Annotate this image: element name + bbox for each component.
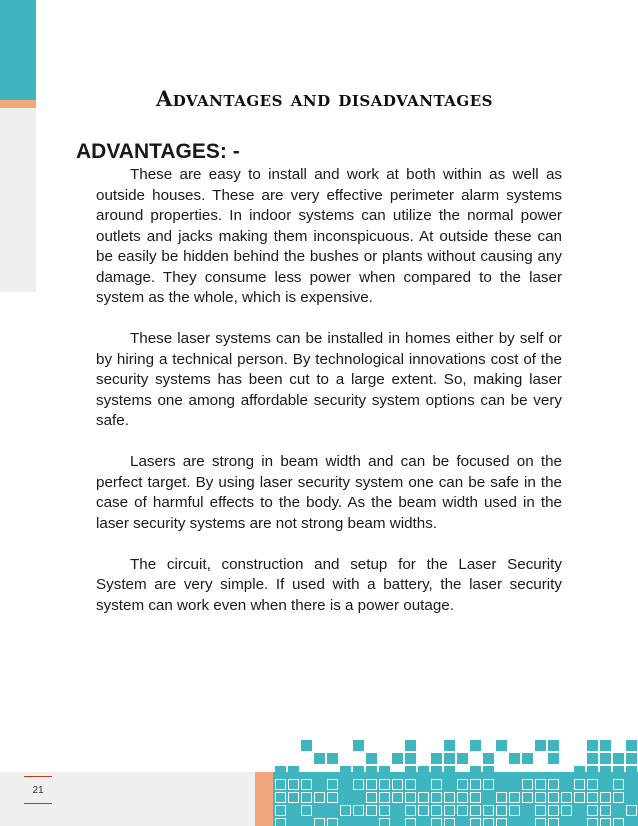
pattern-tile-outline xyxy=(523,793,533,803)
pattern-tile xyxy=(392,753,403,764)
page-number-box xyxy=(24,776,52,804)
pattern-tile xyxy=(431,753,442,764)
pattern-tile-outline xyxy=(536,819,546,826)
body-text xyxy=(96,165,562,637)
pattern-tile-outline xyxy=(471,793,481,803)
pattern-tile-outline xyxy=(419,793,429,803)
pattern-tile-outline xyxy=(432,780,442,790)
pattern-tile xyxy=(353,766,364,777)
pattern-tile-outline xyxy=(497,819,507,826)
pattern-tile-outline xyxy=(328,793,338,803)
pattern-tile xyxy=(431,766,442,777)
paragraph: These are easy to install and work at both within as well as outside houses. These are very effective perimeter alarm systems around properties. In indoor systems can utilize the normal power outlets and jacks making them inconspicuous. At outside these can be easily be hidden behind the bushes or plants without causing any damage. They consume less power when compared to the laser system as the whole, which is expensive. xyxy=(96,166,562,306)
pattern-tile-outline xyxy=(289,793,299,803)
pattern-tile-outline xyxy=(432,793,442,803)
pattern-tile xyxy=(626,753,637,764)
pattern-tile-outline xyxy=(484,819,494,826)
pattern-tile-outline xyxy=(458,793,468,803)
pattern-tile-outline xyxy=(445,806,455,816)
pattern-tile xyxy=(600,766,611,777)
page-number: 21 xyxy=(32,784,44,796)
pattern-tile-outline xyxy=(588,780,598,790)
pattern-tile-outline xyxy=(523,780,533,790)
pattern-tile-outline xyxy=(458,806,468,816)
pattern-tile xyxy=(587,766,598,777)
pattern-tile xyxy=(470,766,481,777)
pattern-tile-outline xyxy=(445,793,455,803)
pattern-tile xyxy=(314,753,325,764)
pattern-tile-outline xyxy=(380,819,390,826)
pattern-tile-outline xyxy=(315,819,325,826)
pattern-tile xyxy=(301,740,312,751)
pattern-tile xyxy=(405,753,416,764)
pattern-tile-outline xyxy=(510,793,520,803)
pattern-tile xyxy=(418,766,429,777)
pattern-tile xyxy=(496,740,507,751)
pattern-tile-outline xyxy=(276,793,286,803)
pattern-tile xyxy=(444,753,455,764)
footer-orange-bar xyxy=(255,772,273,826)
pattern-tile-outline xyxy=(302,806,312,816)
pattern-tile-outline xyxy=(549,806,559,816)
pattern-tile-outline xyxy=(328,819,338,826)
pattern-tile xyxy=(626,766,637,777)
pattern-tile xyxy=(444,766,455,777)
pattern-tile-outline xyxy=(471,780,481,790)
pattern-tile-outline xyxy=(497,806,507,816)
pattern-tile-outline xyxy=(367,780,377,790)
pattern-tile-outline xyxy=(354,780,364,790)
pattern-tile xyxy=(548,740,559,751)
pattern-tile xyxy=(366,766,377,777)
pattern-tile xyxy=(548,753,559,764)
pattern-tile-outline xyxy=(484,780,494,790)
pattern-tile xyxy=(288,766,299,777)
pattern-tile-outline xyxy=(276,780,286,790)
pattern-tile-outline xyxy=(575,780,585,790)
pattern-tile-outline xyxy=(601,793,611,803)
pattern-tile xyxy=(327,753,338,764)
pattern-tile xyxy=(600,740,611,751)
left-teal-accent xyxy=(0,0,36,100)
pattern-tile xyxy=(405,740,416,751)
pattern-tile xyxy=(405,766,416,777)
pattern-tile xyxy=(600,753,611,764)
pattern-tile-outline xyxy=(276,819,286,826)
pattern-tile-outline xyxy=(562,806,572,816)
pattern-tile-outline xyxy=(601,806,611,816)
pattern-tile-outline xyxy=(549,819,559,826)
pattern-tile-outline xyxy=(536,793,546,803)
pattern-tile-outline xyxy=(562,793,572,803)
pattern-tile-outline xyxy=(549,780,559,790)
pattern-tile-outline xyxy=(588,806,598,816)
pattern-tile-outline xyxy=(406,806,416,816)
pattern-tile-outline xyxy=(627,806,637,816)
pattern-tile xyxy=(340,766,351,777)
decorative-tile-pattern xyxy=(273,740,638,826)
pattern-tile-outline xyxy=(588,819,598,826)
pattern-tile xyxy=(353,740,364,751)
pattern-tile xyxy=(275,766,286,777)
pattern-tile-outline xyxy=(393,780,403,790)
pattern-tile-outline xyxy=(367,793,377,803)
pattern-tile-outline xyxy=(419,806,429,816)
paragraph: These laser systems can be installed in homes either by self or by hiring a technical person. By technological innovations cost of the security systems has been cut to a large extent. So, making laser systems one among affordable security system options can be very safe. xyxy=(96,330,562,429)
pattern-tile-outline xyxy=(471,819,481,826)
pattern-tile-outline xyxy=(510,806,520,816)
page-title: Advantages and disadvantages xyxy=(156,86,494,111)
pattern-tile-outline xyxy=(432,819,442,826)
pattern-tile-outline xyxy=(380,793,390,803)
pattern-tile xyxy=(470,740,481,751)
pattern-tile xyxy=(366,753,377,764)
pattern-tile xyxy=(457,753,468,764)
pattern-tile-outline xyxy=(328,780,338,790)
pattern-tile-outline xyxy=(432,806,442,816)
pattern-tile xyxy=(613,766,624,777)
pattern-tile-outline xyxy=(588,793,598,803)
pattern-tile xyxy=(483,753,494,764)
pattern-tile-outline xyxy=(354,806,364,816)
pattern-tile-outline xyxy=(445,819,455,826)
paragraph: The circuit, construction and setup for the Laser Security System are very simple. If used with a battery, the laser security system can work even when there is a power outage. xyxy=(96,555,562,614)
pattern-tile-outline xyxy=(484,806,494,816)
pattern-tile xyxy=(522,753,533,764)
pattern-tile-outline xyxy=(575,793,585,803)
pattern-tile-outline xyxy=(276,806,286,816)
pattern-tile-outline xyxy=(549,793,559,803)
pattern-tile-outline xyxy=(497,793,507,803)
pattern-tile-outline xyxy=(367,806,377,816)
pattern-tile-outline xyxy=(471,806,481,816)
pattern-tile xyxy=(587,740,598,751)
pattern-tile-outline xyxy=(614,793,624,803)
pattern-tile xyxy=(535,740,546,751)
pattern-tile xyxy=(626,740,637,751)
pattern-tile-outline xyxy=(380,780,390,790)
pattern-tile-outline xyxy=(406,793,416,803)
pattern-tile-outline xyxy=(536,780,546,790)
pattern-tile xyxy=(483,766,494,777)
pattern-tile-outline xyxy=(289,780,299,790)
paragraph: Lasers are strong in beam width and can be focused on the perfect target. By using laser security system one can be safe in the case of harmful effects to the body. As the beam width used in the laser security systems are not strong beam widths. xyxy=(96,453,562,532)
pattern-tile-outline xyxy=(406,819,416,826)
pattern-tile-outline xyxy=(536,806,546,816)
pattern-tile-outline xyxy=(614,819,624,826)
pattern-tile xyxy=(574,766,585,777)
pattern-tile-outline xyxy=(315,793,325,803)
pattern-tile-outline xyxy=(393,793,403,803)
pattern-tile-outline xyxy=(614,780,624,790)
pattern-tile-outline xyxy=(341,806,351,816)
pattern-tile-outline xyxy=(458,780,468,790)
pattern-tile xyxy=(509,753,520,764)
pattern-tile-outline xyxy=(380,806,390,816)
left-orange-accent xyxy=(0,100,36,108)
pattern-tile-outline xyxy=(302,780,312,790)
pattern-tile xyxy=(444,740,455,751)
pattern-tile xyxy=(613,753,624,764)
pattern-tile-outline xyxy=(601,819,611,826)
section-heading: ADVANTAGES: - xyxy=(76,140,240,163)
pattern-tile xyxy=(379,766,390,777)
pattern-tile xyxy=(587,753,598,764)
pattern-tile-outline xyxy=(406,780,416,790)
pattern-tile-outline xyxy=(302,793,312,803)
